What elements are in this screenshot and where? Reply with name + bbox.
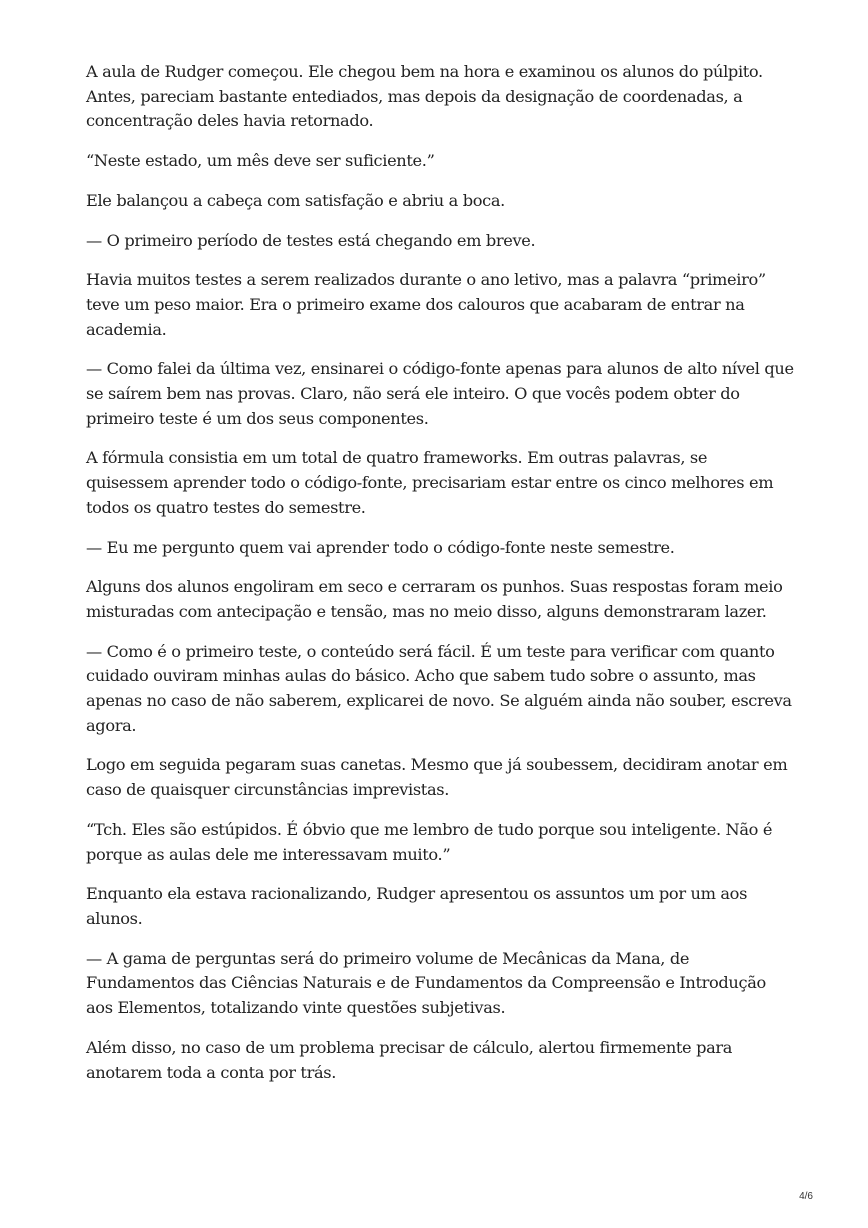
paragraph: Ele balançou a cabeça com satisfação e abriu a boca. [86, 190, 505, 210]
paragraph: Enquanto ela estava racionalizando, Rudger apresentou os assuntos um por um aos alunos. [86, 884, 748, 928]
paragraph: — Eu me pergunto quem vai aprender todo o código-fonte neste semestre. [86, 537, 675, 557]
paragraph: “Neste estado, um mês deve ser suficiente.” [86, 151, 435, 171]
paragraph: Logo em seguida pegaram suas canetas. Mesmo que já soubessem, decidiram anotar em caso de quaisquer circunstâncias imprevistas. [86, 755, 788, 800]
paragraph: — Como é o primeiro teste, o conteúdo será fácil. É um teste para verificar com quanto cuidado ouviram minhas aulas do básico. Acho que sabem tudo sobre o assunto, mas apenas no caso de não saberem, explicarei de novo. Se alguém ainda não souber, escreva agora. [86, 641, 792, 735]
document-body [86, 60, 794, 1100]
paragraph: “Tch. Eles são estúpidos. É óbvio que me lembro de tudo porque sou inteligente. Não é porque as aulas dele me interessavam muito.” [86, 819, 773, 864]
paragraph: Havia muitos testes a serem realizados durante o ano letivo, mas a palavra “primeiro” teve um peso maior. Era o primeiro exame dos calouros que acabaram de entrar na academia. [86, 270, 766, 339]
page-number: 4/6 [799, 1191, 813, 1202]
paragraph: Alguns dos alunos engoliram em seco e cerraram os punhos. Suas respostas foram meio misturadas com antecipação e tensão, mas no meio disso, alguns demonstraram lazer. [86, 577, 783, 621]
paragraph: Além disso, no caso de um problema precisar de cálculo, alertou firmemente para anotarem toda a conta por trás. [86, 1037, 733, 1082]
paragraph: — O primeiro período de testes está chegando em breve. [86, 230, 536, 250]
paragraph: — Como falei da última vez, ensinarei o código-fonte apenas para alunos de alto nível que se saírem bem nas provas. Claro, não será ele inteiro. O que vocês podem obter do primeiro teste é um dos seus componentes. [86, 359, 794, 428]
paragraph: A aula de Rudger começou. Ele chegou bem na hora e examinou os alunos do púlpito. Antes, pareciam bastante entediados, mas depois da designação de coordenadas, a concentração deles havia retornado. [86, 62, 763, 131]
paragraph: — A gama de perguntas será do primeiro volume de Mecânicas da Mana, de Fundamentos das Ciências Naturais e de Fundamentos da Compreensão e Introdução aos Elementos, totalizando vinte questões subjetivas. [86, 948, 766, 1018]
paragraph: A fórmula consistia em um total de quatro frameworks. Em outras palavras, se quisessem aprender todo o código-fonte, precisariam estar entre os cinco melhores em todos os quatro testes do semestre. [86, 448, 774, 517]
